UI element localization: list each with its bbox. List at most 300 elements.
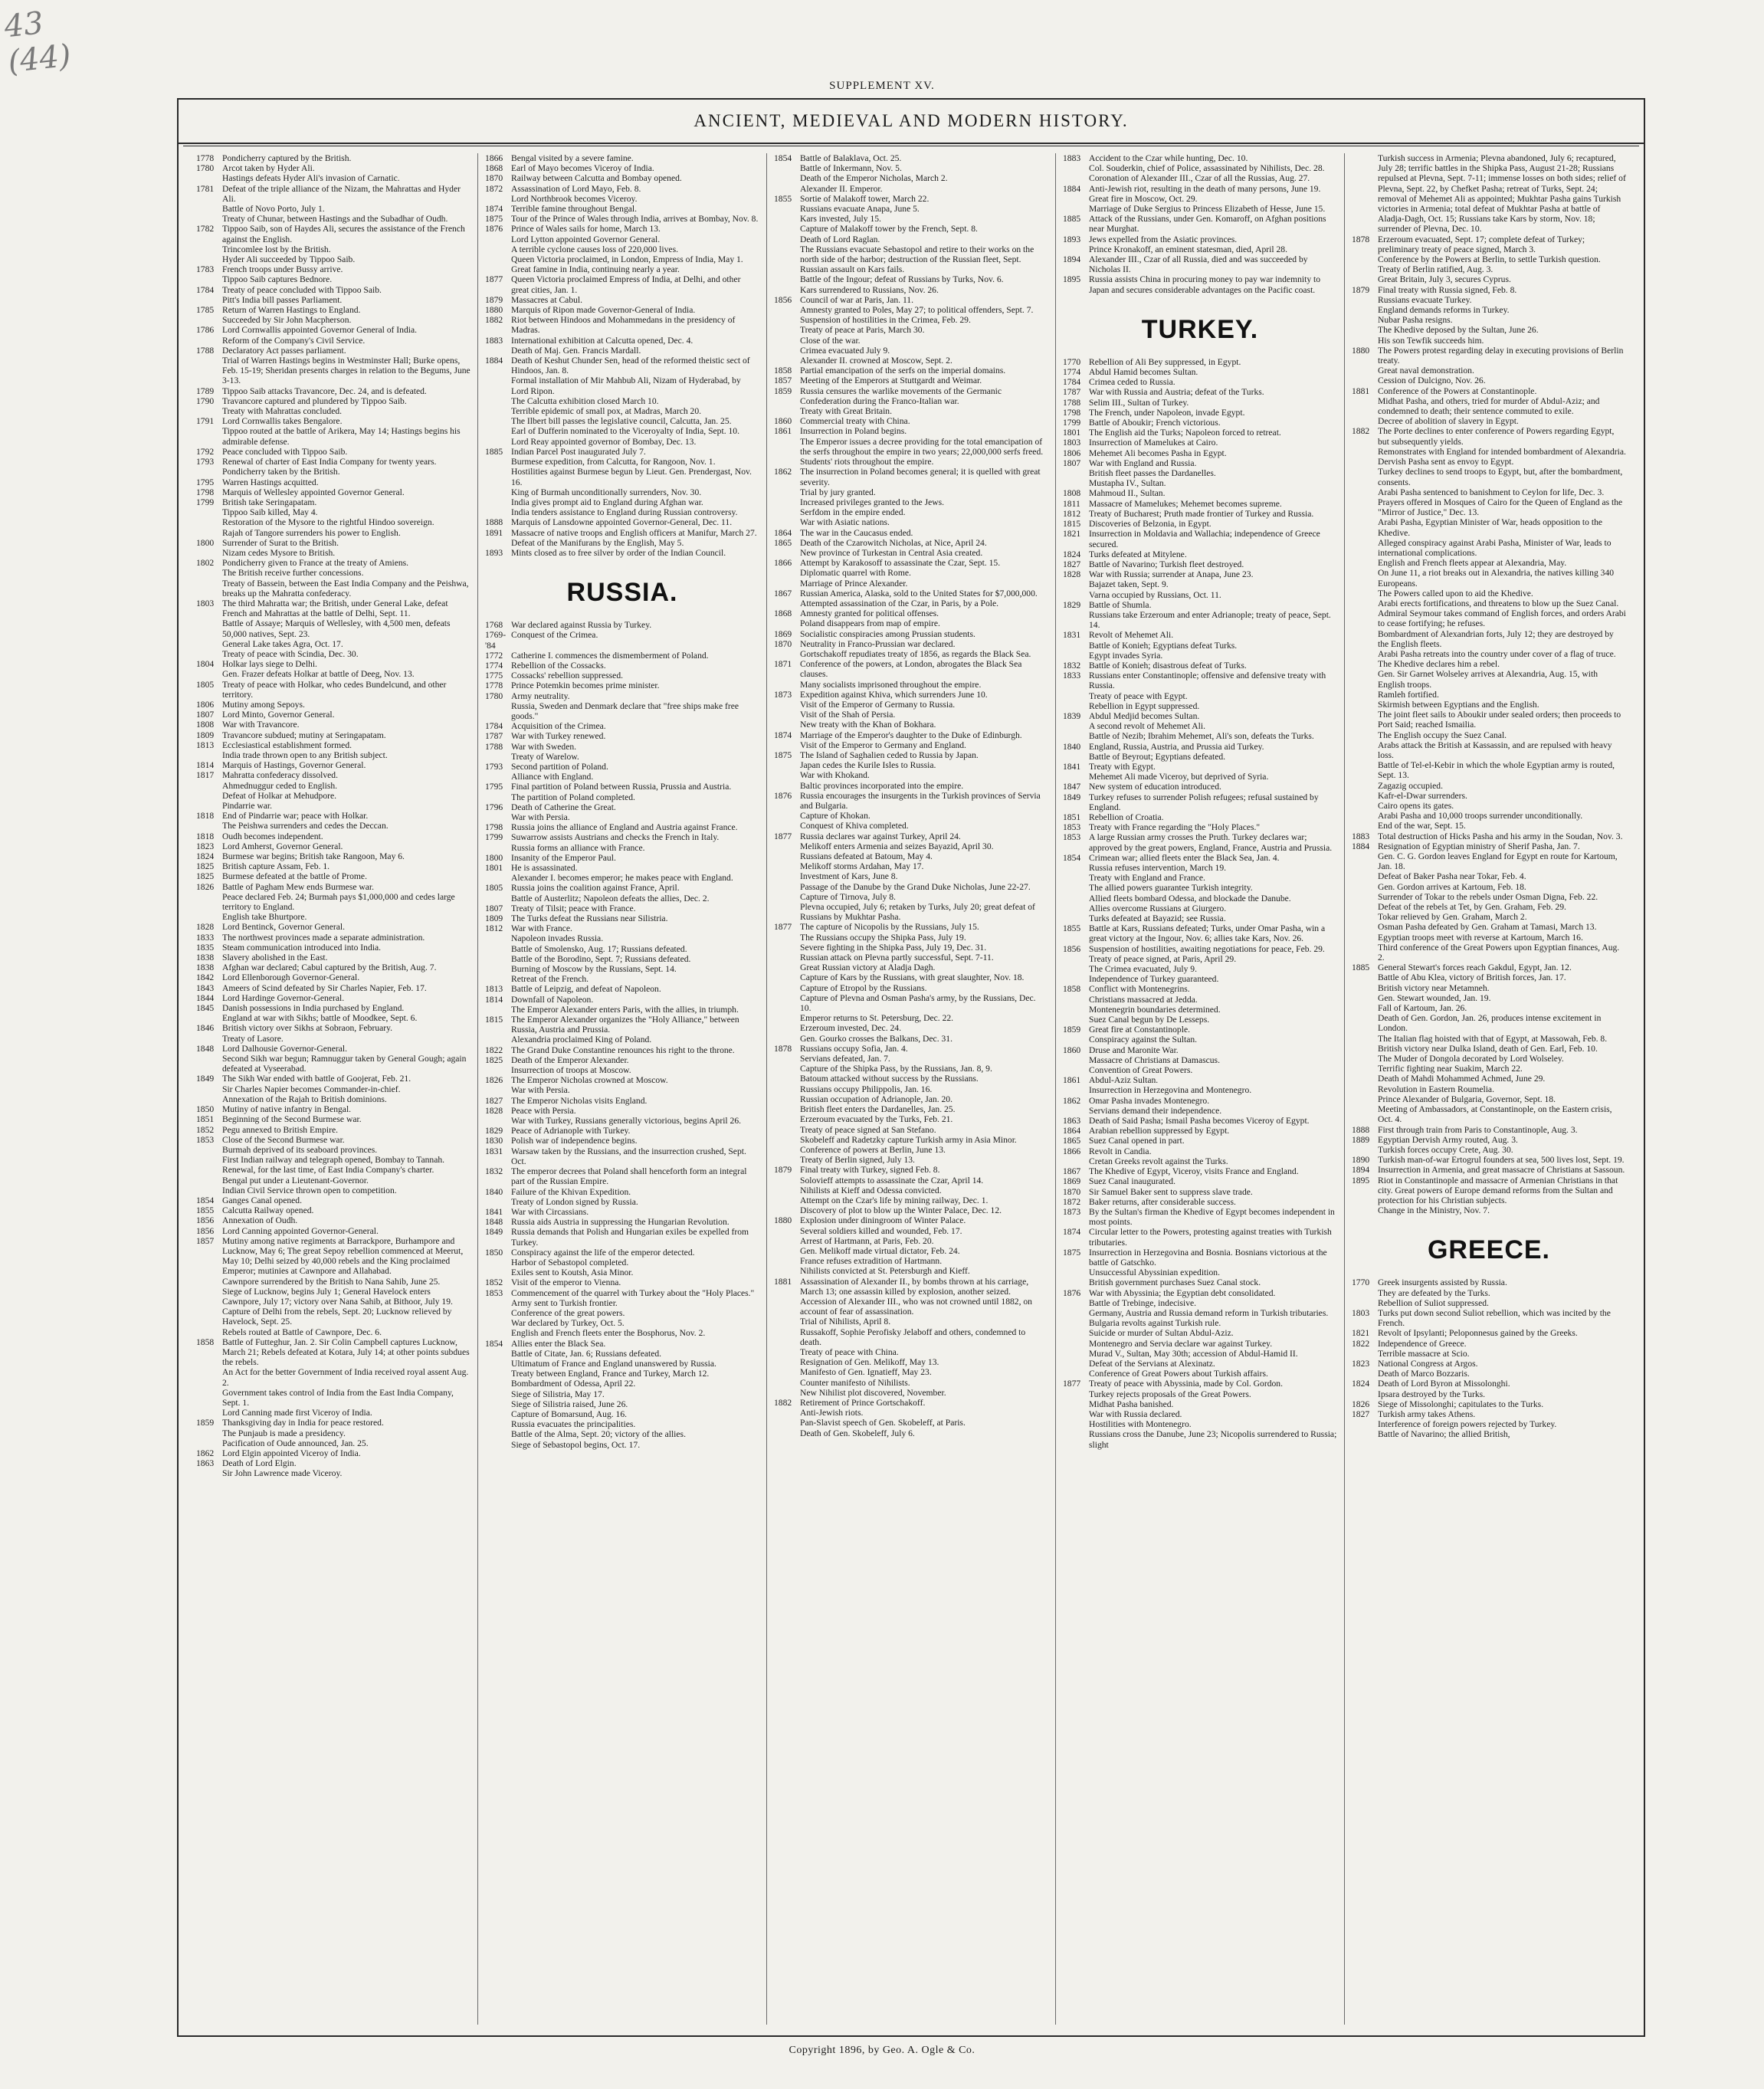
entry-text: Russian assault on Kars fails. xyxy=(800,264,905,275)
entry-text: Ipsara destroyed by the Turks. xyxy=(1378,1389,1486,1399)
entry-year xyxy=(774,943,800,953)
entry-year xyxy=(1352,700,1378,710)
entry-year: 1808 xyxy=(1063,488,1081,499)
entry-text: Visit of the Shah of Persia. xyxy=(800,710,896,720)
entry-year: 1774 xyxy=(1063,367,1081,378)
entry-text: Capture of Khokan. xyxy=(800,811,871,821)
entry-year xyxy=(774,336,800,346)
entry-text: Russia joins the coalition against France, April. xyxy=(511,883,680,894)
history-entry xyxy=(485,883,759,893)
entry-year: 1825 xyxy=(196,871,215,882)
entry-text: Nihilists convicted at St. Petersburgh and Kieff. xyxy=(800,1266,970,1277)
entry-year xyxy=(1063,1106,1089,1116)
entry-text: Council of war at Paris, Jan. 11. xyxy=(800,294,914,305)
entry-year xyxy=(774,1256,800,1266)
entry-year xyxy=(774,1266,800,1276)
history-entry xyxy=(485,731,759,741)
history-entry xyxy=(485,264,759,274)
entry-year: 1859 xyxy=(196,1418,215,1428)
history-entry xyxy=(774,204,1048,214)
entry-text: Treaty of Berlin ratified, Aug. 3. xyxy=(1378,264,1493,275)
entry-text: Marriage of Prince Alexander. xyxy=(800,578,908,589)
entry-year xyxy=(1063,894,1089,903)
entry-year xyxy=(485,812,511,822)
entry-year: 1793 xyxy=(196,457,215,467)
entry-text: War with Russia; surrender at Anapa, June 23. xyxy=(1089,569,1254,580)
entry-year xyxy=(774,1034,800,1044)
entry-year xyxy=(774,1084,800,1094)
entry-year xyxy=(485,1429,511,1439)
entry-text: The Sikh War ended with battle of Goojerat, Feb. 21. xyxy=(222,1074,411,1084)
entry-year xyxy=(1352,993,1378,1003)
history-entry xyxy=(196,447,471,457)
entry-text: Total destruction of Hicks Pasha and his army in the Soudan, Nov. 3. xyxy=(1378,831,1623,841)
entry-year xyxy=(1352,1044,1378,1054)
history-entry xyxy=(196,1388,471,1408)
history-entry xyxy=(774,244,1048,264)
entry-text: His son Tewfik succeeds him. xyxy=(1378,335,1484,346)
history-entry xyxy=(774,1256,1048,1266)
entry-text: War with France. xyxy=(511,923,572,934)
entry-text: Severe fighting in the Shipka Pass, July 19, Dec. 31. xyxy=(800,942,987,953)
entry-text: Egyptian Dervish Army routed, Aug. 3. xyxy=(1378,1134,1518,1145)
entry-text: Thanksgiving day in India for peace restored. xyxy=(222,1418,384,1428)
history-entry xyxy=(196,841,471,851)
history-entry xyxy=(1352,1409,1626,1419)
entry-text: Revolt of Ipsylanti; Peloponnesus gained by the Greeks. xyxy=(1378,1328,1578,1339)
history-entry xyxy=(485,538,759,548)
history-entry xyxy=(485,691,759,701)
history-entry xyxy=(196,1125,471,1135)
entry-year: 1802 xyxy=(196,558,215,569)
history-entry xyxy=(1352,1084,1626,1094)
history-entry xyxy=(196,649,471,659)
entry-text: Lord Canning made first Viceroy of India. xyxy=(222,1408,372,1418)
entry-year xyxy=(774,457,800,467)
history-entry xyxy=(196,963,471,972)
entry-text: Succeeded by Sir John Macpherson. xyxy=(222,315,352,326)
entry-year xyxy=(1063,1328,1089,1338)
entry-year xyxy=(1352,933,1378,943)
entry-year: 1814 xyxy=(485,994,503,1005)
entry-year xyxy=(774,1104,800,1114)
entry-year xyxy=(196,274,222,284)
entry-year: 1784 xyxy=(196,284,215,295)
history-entry xyxy=(774,720,1048,730)
history-entry xyxy=(1063,1015,1337,1025)
history-entry xyxy=(485,305,759,315)
history-entry xyxy=(196,730,471,740)
entry-text: War with Sweden. xyxy=(511,741,577,752)
entry-text: Tour of the Prince of Wales through India, arrives at Bombay, Nov. 8. xyxy=(511,214,759,225)
entry-text: Cossacks' rebellion suppressed. xyxy=(511,671,624,681)
entry-year xyxy=(774,598,800,608)
entry-text: Trial by jury granted. xyxy=(800,487,876,497)
history-entry xyxy=(196,861,471,871)
entry-year xyxy=(485,1258,511,1268)
entry-text: Solovieff attempts to assassinate the Czar, April 14. xyxy=(800,1175,984,1186)
history-entry xyxy=(196,346,471,356)
entry-year xyxy=(774,1155,800,1165)
entry-year xyxy=(196,336,222,346)
entry-text: Capture of Malakoff tower by the French, Sept. 8. xyxy=(800,224,978,234)
history-entry xyxy=(196,1023,471,1033)
entry-text: Arabi Pasha, Egyptian Minister of War, heads opposition to the Khedive. xyxy=(1378,517,1603,538)
history-entry xyxy=(774,639,1048,649)
entry-year xyxy=(774,497,800,507)
entry-year xyxy=(774,1054,800,1064)
entry-text: War with Persia. xyxy=(511,812,570,822)
history-entry xyxy=(1352,274,1626,284)
entry-text: Battle of Pagham Mew ends Burmese war. xyxy=(222,881,375,892)
history-entry xyxy=(1063,529,1337,549)
entry-year xyxy=(774,933,800,943)
history-entry xyxy=(1352,781,1626,791)
history-entry xyxy=(485,315,759,335)
entry-year xyxy=(774,406,800,416)
history-entry xyxy=(1352,1003,1626,1013)
entry-year xyxy=(485,1268,511,1277)
history-entry xyxy=(1063,742,1337,752)
entry-year: 1874 xyxy=(1063,1227,1081,1238)
entry-text: Sortie of Malakoff tower, March 22. xyxy=(800,193,930,204)
entry-text: Lord Canning appointed Governor-General. xyxy=(222,1225,379,1236)
entry-text: Lord Hardinge Governor-General. xyxy=(222,992,345,1003)
history-entry xyxy=(1352,1339,1626,1349)
entry-year xyxy=(485,894,511,903)
history-entry xyxy=(774,1277,1048,1297)
history-entry xyxy=(774,700,1048,710)
entry-year xyxy=(485,954,511,964)
entry-year: 1824 xyxy=(1063,549,1081,559)
page-frame xyxy=(177,98,1645,2037)
entry-text: Prince Kronakoff, an eminent statesman, died, April 28. xyxy=(1089,244,1287,254)
entry-year xyxy=(1352,1205,1378,1215)
history-entry xyxy=(196,163,471,173)
entry-year xyxy=(1352,1104,1378,1124)
history-entry xyxy=(485,620,759,630)
history-entry xyxy=(774,1176,1048,1186)
history-entry xyxy=(774,558,1048,568)
history-entry xyxy=(196,972,471,982)
entry-year xyxy=(774,618,800,628)
history-entry xyxy=(196,922,471,932)
history-entry xyxy=(485,507,759,517)
history-entry xyxy=(1352,871,1626,881)
entry-text: The Crimea evacuated, July 9. xyxy=(1089,964,1198,975)
entry-text: Insurrection of troops at Moscow. xyxy=(511,1065,631,1076)
history-entry xyxy=(774,386,1048,406)
entry-text: Gen. Stewart wounded, Jan. 19. xyxy=(1378,992,1491,1003)
entry-year: 1895 xyxy=(1063,274,1081,285)
entry-text: Egyptian troops meet with reverse at Kartoum, March 16. xyxy=(1378,932,1583,943)
entry-year: 1878 xyxy=(774,1043,792,1054)
entry-text: Great famine in India, continuing nearly a year. xyxy=(511,264,680,275)
entry-text: The northwest provinces made a separate administration. xyxy=(222,932,425,943)
entry-text: Japan cedes the Kurile Isles to Russia. xyxy=(800,760,936,771)
entry-year xyxy=(1352,801,1378,811)
history-entry xyxy=(774,1226,1048,1236)
entry-text: Death of Keshut Chunder Sen, head of the reformed theistic sect of Hindoos, Jan. 8. xyxy=(511,356,750,376)
entry-text: Massacres at Cabul. xyxy=(511,294,583,305)
entry-text: New province of Turkestan in Central Asia created. xyxy=(800,547,983,558)
entry-year: 1799 xyxy=(485,832,503,843)
history-entry xyxy=(196,477,471,487)
history-entry xyxy=(196,801,471,811)
history-entry xyxy=(485,426,759,436)
entry-year: 1883 xyxy=(485,335,503,346)
entry-year: 1812 xyxy=(485,923,503,934)
entry-text: Manifesto of Gen. Ignatieff, May 23. xyxy=(800,1367,932,1378)
entry-year: 1833 xyxy=(196,932,215,943)
history-entry xyxy=(1352,1165,1626,1175)
history-entry xyxy=(485,173,759,183)
entry-year xyxy=(485,234,511,244)
entry-text: Indian Parcel Post inaugurated July 7. xyxy=(511,446,646,457)
entry-year: 1800 xyxy=(196,537,215,548)
history-entry xyxy=(1063,398,1337,408)
entry-year xyxy=(196,406,222,416)
entry-text: Bulgaria revolts against Turkish rule. xyxy=(1089,1318,1221,1329)
entry-year: 1778 xyxy=(485,680,503,691)
entry-year xyxy=(1063,194,1089,204)
entry-text: Mutiny of native infantry in Bengal. xyxy=(222,1104,352,1115)
history-entry xyxy=(1063,701,1337,711)
entry-year: 1864 xyxy=(1063,1126,1081,1136)
entry-year xyxy=(774,507,800,517)
history-entry xyxy=(196,1418,471,1428)
entry-year xyxy=(774,1236,800,1246)
entry-year xyxy=(485,1440,511,1450)
entry-text: Mehemet Ali made Viceroy, but deprived of Syria. xyxy=(1089,772,1269,782)
history-entry xyxy=(196,791,471,801)
history-entry xyxy=(485,913,759,923)
entry-text: Lord Dalhousie Governor-General. xyxy=(222,1043,347,1054)
entry-text: Battle of the Borodino, Sept. 7; Russians defeated. xyxy=(511,953,691,964)
entry-text: Conquest of Khiva completed. xyxy=(800,821,909,831)
entry-text: Indian Civil Service thrown open to competition. xyxy=(222,1185,397,1195)
entry-text: Allies overcome Russians at Giurgero. xyxy=(1089,903,1227,913)
entry-year xyxy=(774,1094,800,1104)
history-entry xyxy=(1063,387,1337,397)
history-entry xyxy=(1063,772,1337,782)
history-entry xyxy=(196,1195,471,1205)
entry-year xyxy=(485,1389,511,1399)
history-entry xyxy=(196,1226,471,1236)
entry-year: 1814 xyxy=(196,760,215,771)
entry-text: Explosion under diningroom of Winter Palace. xyxy=(800,1215,966,1226)
entry-year: 1889 xyxy=(1352,1134,1370,1145)
entry-year xyxy=(1352,457,1378,467)
entry-year xyxy=(485,375,511,395)
history-entry xyxy=(774,1186,1048,1195)
entry-year xyxy=(1352,1298,1378,1308)
entry-text: Baltic provinces incorporated into the empire. xyxy=(800,780,964,791)
entry-year xyxy=(774,902,800,922)
history-entry xyxy=(1352,1094,1626,1104)
history-entry xyxy=(485,923,759,933)
history-entry xyxy=(1352,598,1626,608)
entry-text: Alexander II. Emperor. xyxy=(800,183,883,194)
entry-year xyxy=(1352,153,1378,234)
history-entry xyxy=(774,1135,1048,1145)
entry-text: Warsaw taken by the Russians, and the insurrection crushed, Sept. Oct. xyxy=(511,1146,746,1166)
history-entry xyxy=(1352,467,1626,487)
entry-text: Russians evacuate Anapa, June 5. xyxy=(800,204,920,215)
history-entry xyxy=(1352,1013,1626,1033)
entry-text: Russia censures the warlike movements of the Germanic Confederation during the Franco-Italian war. xyxy=(800,385,1002,406)
entry-year xyxy=(485,1308,511,1318)
entry-year xyxy=(1063,873,1089,883)
history-entry xyxy=(196,487,471,497)
history-entry xyxy=(485,274,759,294)
history-entry xyxy=(774,295,1048,305)
entry-text: Warren Hastings acquitted. xyxy=(222,477,319,487)
entry-year xyxy=(774,1297,800,1317)
history-entry xyxy=(1063,974,1337,984)
entry-text: Remonstrates with England for intended bombardment of Alexandria. xyxy=(1378,446,1626,457)
entry-year: 1851 xyxy=(1063,812,1081,822)
entry-year xyxy=(1352,730,1378,740)
history-entry xyxy=(196,871,471,881)
entry-year: 1856 xyxy=(196,1225,215,1236)
entry-text: Battle of Beyrout; Egyptians defeated. xyxy=(1089,751,1226,762)
entry-text: Retirement of Prince Gortschakoff. xyxy=(800,1397,926,1408)
history-entry xyxy=(1063,661,1337,671)
entry-text: Revolt in Candia. xyxy=(1089,1146,1152,1156)
entry-year: 1856 xyxy=(1063,943,1081,954)
history-entry xyxy=(196,740,471,750)
history-entry xyxy=(774,1064,1048,1074)
entry-year xyxy=(196,649,222,659)
entry-year xyxy=(485,244,511,254)
entry-year: 1803 xyxy=(1352,1307,1370,1318)
history-entry xyxy=(196,497,471,507)
entry-year: 1888 xyxy=(485,517,503,528)
entry-year: 1858 xyxy=(196,1336,215,1347)
entry-text: The third Mahratta war; the British, under General Lake, defeat French and Mahrattas at the battle of Delhi, Sept. 11. xyxy=(222,598,448,619)
history-entry xyxy=(774,1236,1048,1246)
entry-year xyxy=(774,305,800,315)
entry-text: Alexander III., Czar of all Russia, died and was succeeded by Nicholas II. xyxy=(1089,254,1308,275)
history-entry xyxy=(774,356,1048,366)
entry-text: Rebellion of Croatia. xyxy=(1089,812,1164,822)
history-entry xyxy=(1063,1197,1337,1207)
history-entry xyxy=(774,467,1048,487)
entry-year: 1831 xyxy=(485,1146,503,1156)
entry-year xyxy=(774,851,800,861)
history-entry xyxy=(1063,610,1337,630)
history-entry xyxy=(485,671,759,680)
entry-text: Battle of Novo Porto, July 1. xyxy=(222,204,325,215)
entry-year xyxy=(1352,1003,1378,1013)
entry-year xyxy=(485,426,511,436)
entry-year: 1862 xyxy=(196,1448,215,1458)
entry-text: Army neutrality. xyxy=(511,690,570,701)
history-entry xyxy=(485,346,759,356)
history-entry xyxy=(774,882,1048,892)
entry-year xyxy=(196,1145,222,1155)
entry-text: Ecclesiastical establishment formed. xyxy=(222,740,352,750)
history-entry xyxy=(774,1013,1048,1023)
entry-text: Renewal, for the last time, of East India Company's charter. xyxy=(222,1165,434,1176)
entry-year xyxy=(1063,204,1089,214)
entry-year: 1809 xyxy=(196,730,215,740)
history-entry xyxy=(485,1035,759,1044)
history-entry xyxy=(1063,630,1337,640)
entry-text: Harbor of Sebastopol completed. xyxy=(511,1257,629,1268)
history-entry xyxy=(1063,377,1337,387)
entry-year: 1891 xyxy=(485,527,503,538)
entry-text: The Khedive declares him a rebel. xyxy=(1378,659,1500,670)
entry-text: War with Khokand. xyxy=(800,770,870,781)
entry-text: The Powers protest regarding delay in executing provisions of Berlin treaty. xyxy=(1378,345,1624,366)
entry-year xyxy=(774,214,800,224)
history-entry xyxy=(196,1135,471,1145)
entry-year: 1828 xyxy=(1063,569,1081,580)
history-entry xyxy=(1063,995,1337,1005)
history-entry xyxy=(1063,1328,1337,1338)
entry-year xyxy=(774,1378,800,1388)
history-entry xyxy=(196,618,471,638)
history-entry xyxy=(1352,710,1626,730)
entry-year: 1781 xyxy=(196,183,215,194)
entry-text: Melikoff storms Ardahan, May 17. xyxy=(800,861,924,872)
history-entry xyxy=(774,770,1048,780)
history-entry xyxy=(774,568,1048,578)
entry-year: 1768 xyxy=(485,620,503,631)
entry-year xyxy=(1063,173,1089,183)
history-entry xyxy=(774,649,1048,659)
entry-year xyxy=(196,1013,222,1023)
entry-text: The Emperor Nicholas crowned at Moscow. xyxy=(511,1075,668,1086)
history-entry xyxy=(485,822,759,832)
history-entry xyxy=(774,589,1048,598)
entry-year xyxy=(1352,538,1378,558)
entry-text: Servians demand their independence. xyxy=(1089,1105,1222,1116)
entry-year xyxy=(774,437,800,457)
history-entry xyxy=(196,396,471,406)
history-entry xyxy=(1352,1349,1626,1359)
history-entry xyxy=(774,892,1048,902)
entry-text: Lord Elgin appointed Viceroy of India. xyxy=(222,1448,361,1458)
history-entry xyxy=(1063,1399,1337,1409)
entry-text: Conference of Great Powers about Turkish affairs. xyxy=(1089,1369,1268,1379)
entry-year xyxy=(1063,1005,1089,1015)
entry-year xyxy=(1063,903,1089,913)
history-entry xyxy=(774,416,1048,426)
history-entry xyxy=(1063,954,1337,964)
entry-year: 1774 xyxy=(485,660,503,671)
entry-year: 1879 xyxy=(774,1165,792,1176)
history-entry xyxy=(196,669,471,679)
entry-year xyxy=(1352,811,1378,821)
history-entry xyxy=(774,1367,1048,1377)
history-entry xyxy=(196,1428,471,1438)
history-entry xyxy=(1352,1104,1626,1124)
history-entry xyxy=(1063,1187,1337,1197)
entry-year xyxy=(774,1114,800,1124)
history-entry xyxy=(196,305,471,315)
entry-year: 1884 xyxy=(1063,183,1081,194)
entry-year xyxy=(1063,1419,1089,1429)
entry-year xyxy=(1352,254,1378,264)
entry-year: 1843 xyxy=(196,982,215,993)
entry-text: Capture of Delhi from the rebels, Sept. 20; Lucknow relieved by Havelock, Sept. 25. xyxy=(222,1307,452,1327)
entry-year xyxy=(1063,1268,1089,1277)
history-entry xyxy=(774,972,1048,982)
entry-year: 1853 xyxy=(1063,822,1081,833)
